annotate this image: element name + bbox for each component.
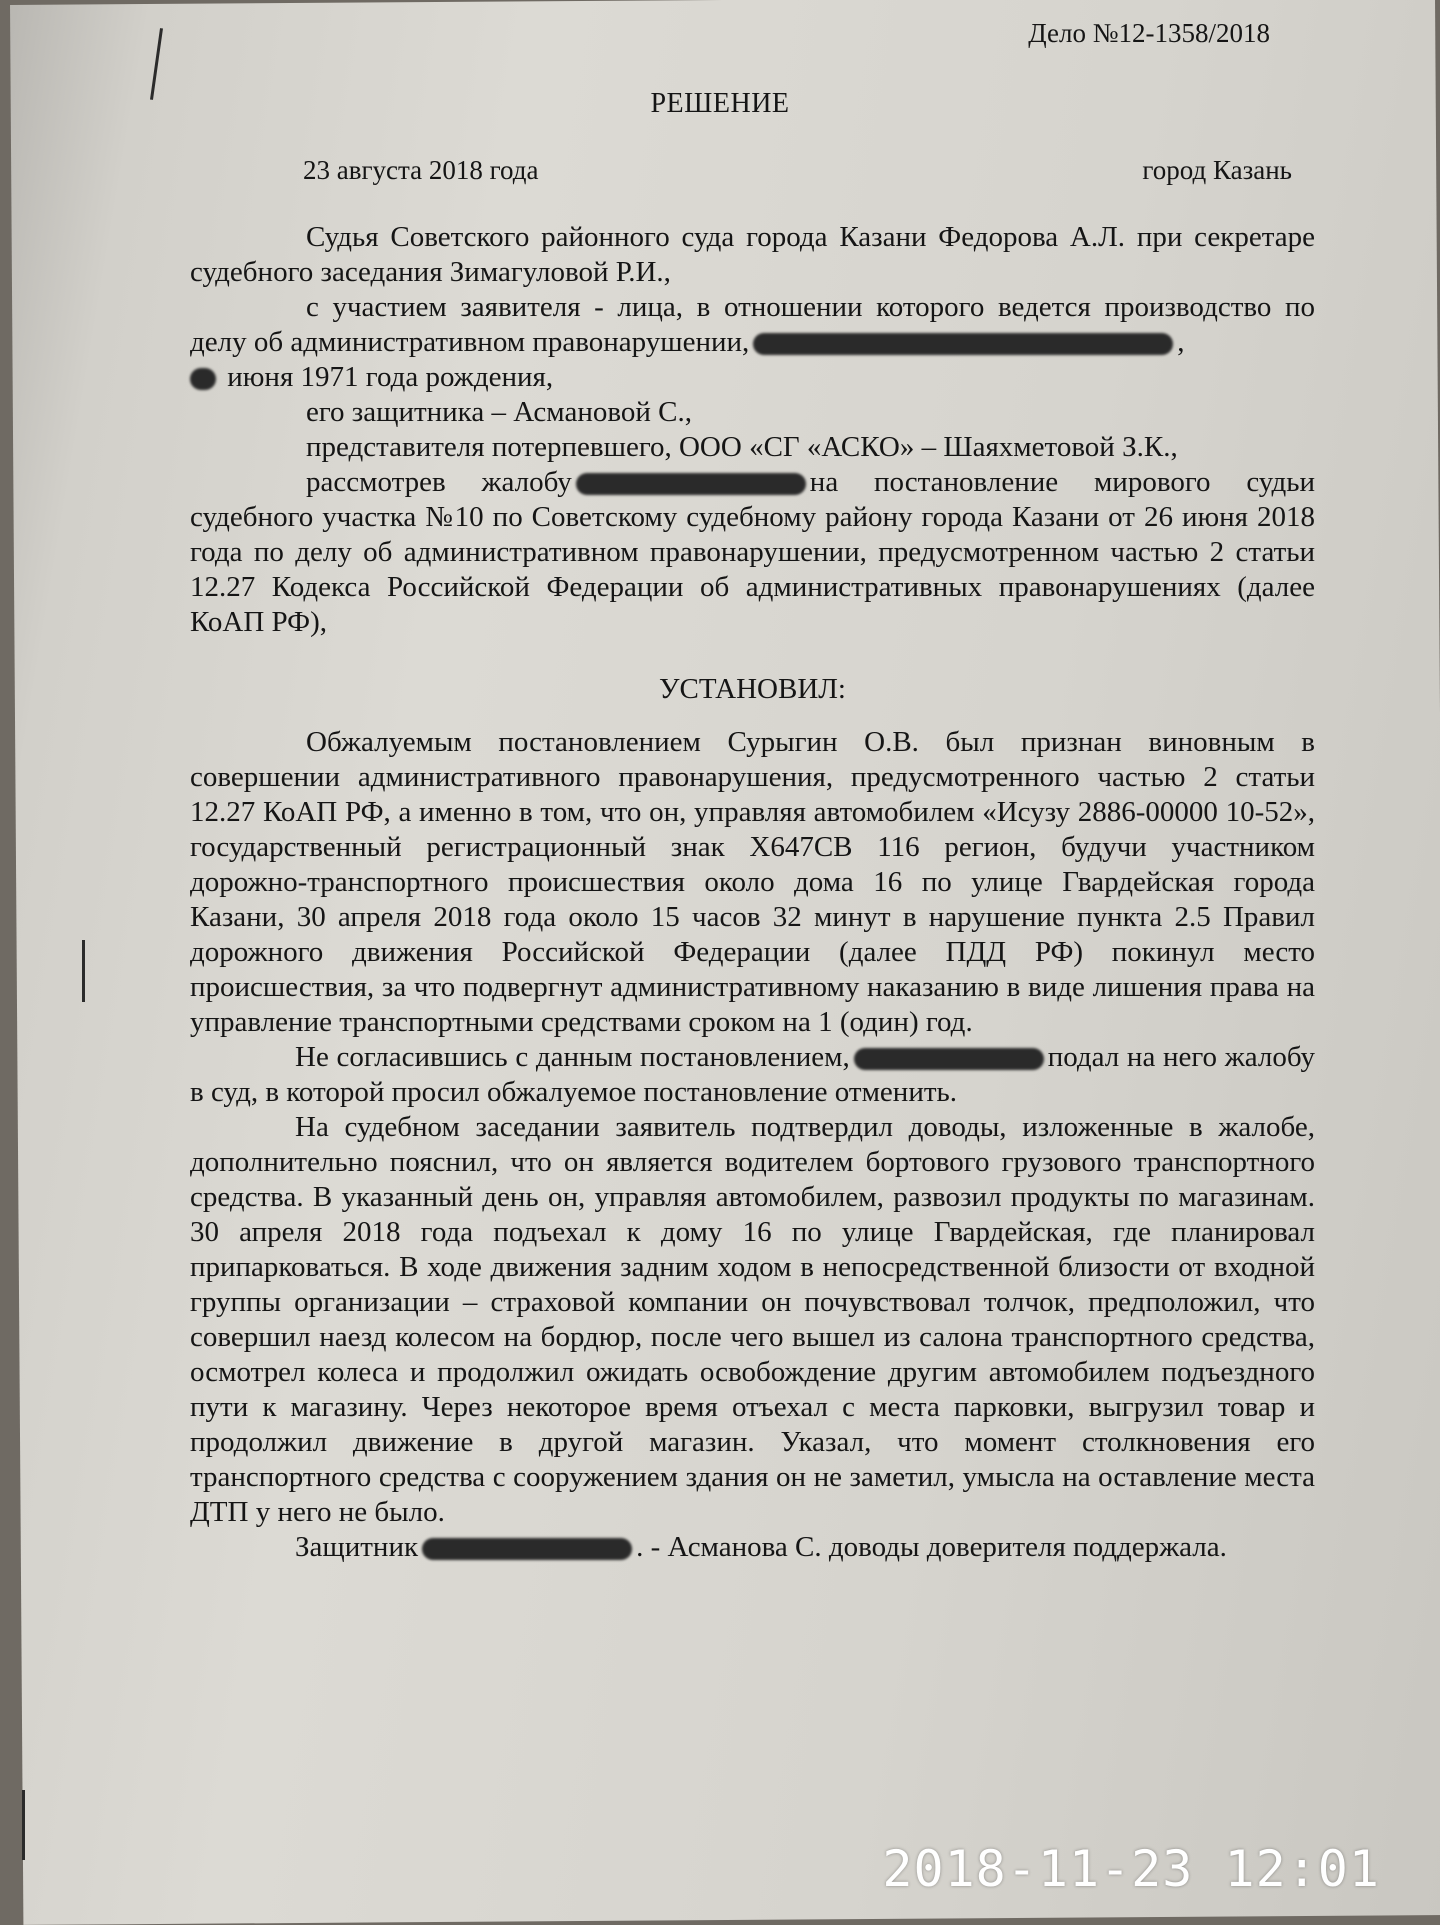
redacted-name	[576, 473, 806, 495]
intro-applicant	[190, 290, 1315, 360]
intro-birth-text: июня 1971 года рождения,	[227, 361, 554, 393]
established-p4	[190, 1530, 1315, 1565]
redacted-name	[422, 1538, 632, 1560]
redacted-name	[854, 1048, 1044, 1070]
established-p1: Обжалуемым постановлением Сурыгин О.В. был признан виновным в совершении административного правонарушения, предусмотренного частью 2 статьи 12.27 КоАП РФ, а именно в том, что он, управляя автомобилем «Исузу 2886-00000 10-52», государственный регистрационный знак Х647СВ 116 регион, будучи участником дорожно-транспортного происшествия около дома 16 по улице Гвардейская города Казани, 30 апреля 2018 года около 15 часов 32 минут в нарушение пункта 2.5 Правил дорожного движения Российской Федерации (далее ПДД РФ) покинул место происшествия, за что подвергнут административному наказанию в виде лишения права на управление транспортными средствами сроком на 1 (один) год.	[190, 726, 1315, 1038]
case-number: Дело №12-1358/2018	[1028, 18, 1270, 48]
decision-city: город Казань	[1142, 155, 1292, 185]
intro-judge: Судья Советского районного суда города Казани Федорова А.Л. при секретаре судебного заседания Зимагуловой Р.И.,	[190, 221, 1315, 288]
established-p4-text: . - Асманова С. доводы доверителя поддержала.	[636, 1531, 1227, 1563]
established-p2	[190, 1040, 1315, 1110]
document-body	[190, 220, 1315, 1565]
photo-timestamp: 2018-11-23 12:01	[882, 1840, 1380, 1898]
established-p3: На судебном заседании заявитель подтвердил доводы, изложенные в жалобе, дополнительно пояснил, что он является водителем бортового грузового транспортного средства. В указанный день он, управляя автомобилем, развозил продукты по магазинам. 30 апреля 2018 года подъехал к дому 16 по улице Гвардейская, где планировал припарковаться. В ходе движения задним ходом в непосредственной близости от входной группы организации – страховой компании он почувствовал толчок, предположил, что совершил наезд колесом на бордюр, после чего вышел из салона транспортного средства, осмотрел колеса и продолжил ожидать освобождение другим автомобилем подъездного пути к магазину. Через некоторое время отъехал с места парковки, выгрузил товар и продолжил движение в другой магазин. Указал, что момент столкновения его транспортного средства с сооружением здания он не заметил, умысла на оставление места ДТП у него не было.	[190, 1111, 1315, 1528]
document-title: РЕШЕНИЕ	[650, 88, 790, 119]
redacted-name	[753, 333, 1173, 355]
intro-birth	[190, 360, 1315, 395]
intro-complaint-lead: рассмотрев жалобу	[306, 466, 572, 498]
intro-complaint	[190, 465, 1315, 640]
established-p4-lead: Защитник	[295, 1531, 419, 1563]
decision-date: 23 августа 2018 года	[303, 155, 539, 185]
redacted-day	[190, 368, 216, 390]
established-p2-lead: Не согласившись с данным постановлением,	[295, 1041, 850, 1073]
section-heading: УСТАНОВИЛ:	[659, 673, 846, 705]
intro-representative: представителя потерпевшего, ООО «СГ «АСКО» – Шаяхметовой З.К.,	[306, 431, 1178, 463]
intro-applicant-tail: ,	[1177, 326, 1185, 358]
established-p2-text: подал на него жалобу в суд, в которой просил обжалуемое постановление отменить.	[190, 1041, 1315, 1108]
intro-defender: его защитника – Асмановой С.,	[306, 396, 692, 428]
intro-applicant-text: с участием заявителя - лица, в отношении которого ведется производство по делу об административном правонарушении,	[190, 291, 1315, 358]
intro-complaint-text: на постановление мирового судьи судебного участка №10 по Советскому судебному району города Казани от 26 июня 2018 года по делу об административном правонарушении, предусмотренном частью 2 статьи 12.27 Кодекса Российской Федерации об административных правонарушениях (далее КоАП РФ),	[190, 466, 1315, 638]
